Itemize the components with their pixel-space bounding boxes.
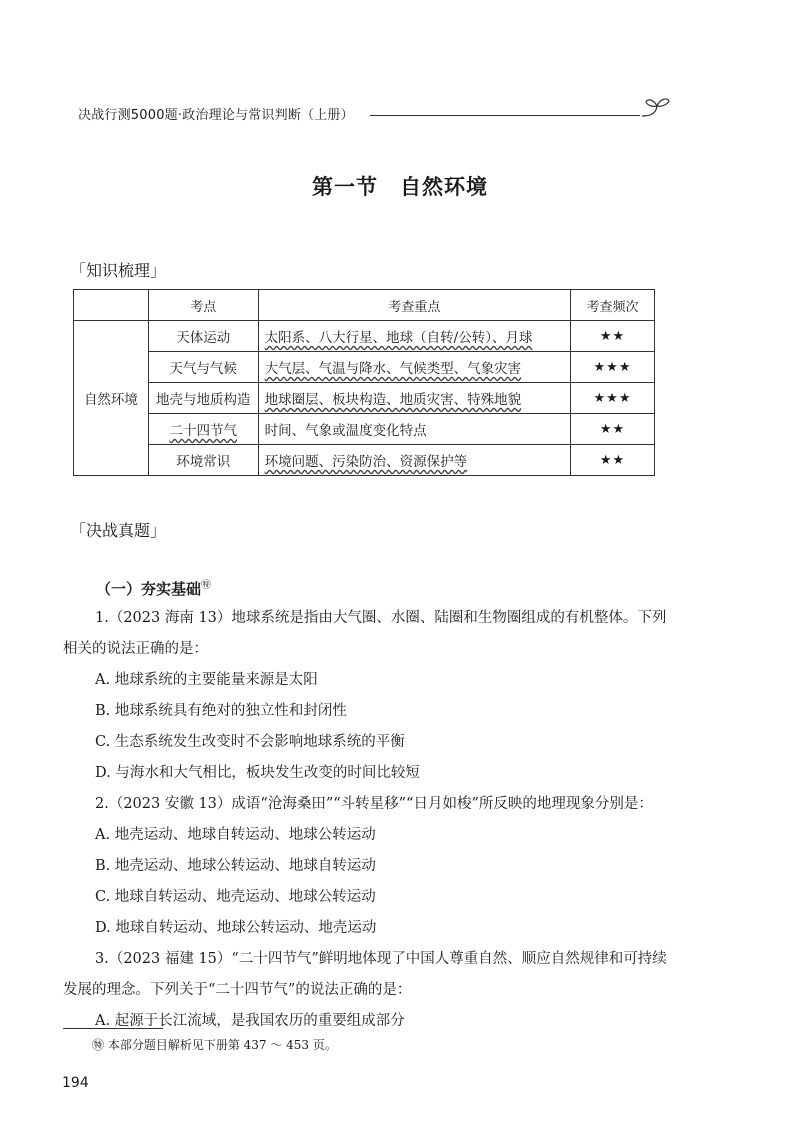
topic-cell	[148, 414, 258, 445]
table-header-cell: 考点	[148, 290, 258, 321]
section-title: 第一节 自然环境	[312, 175, 488, 199]
knowledge-heading-text: 知识梳理	[86, 261, 151, 280]
answer-option: D. 地球自转运动、地球公转运动、地壳运动	[95, 920, 377, 936]
focus-cell	[258, 352, 570, 383]
answer-option: D. 与海水和大气相比，板块发生改变的时间比较短	[95, 765, 420, 781]
answer-option: A. 地球系统的主要能量来源是太阳	[95, 672, 318, 688]
answer-option: A. 起源于长江流域，是我国农历的重要组成部分	[95, 1013, 405, 1029]
category-cell: 自然环境	[74, 321, 149, 476]
knowledge-heading: 「知识梳理」	[70, 261, 167, 280]
focus-text: 太阳系、八大行星、地球（自转/公转）、月球	[264, 330, 533, 346]
exam-heading: 「决战真题」	[70, 521, 167, 540]
footnote-rule	[63, 1028, 163, 1029]
question-stem: 2.（2023 安徽 13）成语“沧海桑田”“斗转星移”“日月如梭”所反映的地理现象分别是：	[95, 796, 653, 812]
answer-option: C. 地球自转运动、地壳运动、地球公转运动	[95, 889, 376, 905]
subsection-title-text: （一）夯实基础	[96, 580, 202, 598]
table-row	[74, 352, 655, 383]
topic-cell: 环境常识	[148, 445, 258, 476]
focus-cell	[258, 445, 570, 476]
focus-cell	[258, 383, 570, 414]
answer-option: B. 地壳运动、地球公转运动、地球自转运动	[95, 858, 376, 874]
header-rule	[370, 115, 640, 116]
answer-option: B. 地球系统具有绝对的独立性和封闭性	[95, 703, 347, 719]
frequency-stars: ★★★	[571, 383, 655, 414]
footnote-marker: ㊕	[201, 580, 212, 591]
topic-cell: 天气与气候	[148, 352, 258, 383]
focus-text: 地球圈层、板块构造、地质灾害、特殊地貌	[264, 392, 522, 408]
table-header-row	[74, 290, 655, 321]
question-stem: 3.（2023 福建 15）“二十四节气”鲜明地体现了中国人尊重自然、顺应自然规律和可持续发展的理念。下列关于“二十四节气”的说法正确的是：	[63, 951, 667, 998]
question-list	[63, 603, 673, 1037]
topic-text: 二十四节气	[169, 423, 238, 439]
focus-cell	[258, 321, 570, 352]
table-header-cell: 考查重点	[258, 290, 570, 321]
running-header: 决战行测5000题·政治理论与常识判断（上册）	[78, 108, 354, 123]
exam-heading-text: 决战真题	[86, 521, 151, 540]
table-row	[74, 414, 655, 445]
question-stem: 1.（2023 海南 13）地球系统是指由大气圈、水圈、陆圈和生物圈组成的有机整体。下列相关的说法正确的是：	[63, 610, 667, 657]
table-row	[74, 445, 655, 476]
topic-cell: 地壳与地质构造	[148, 383, 258, 414]
table-row	[74, 383, 655, 414]
focus-text: 大气层、气温与降水、气候类型、气象灾害	[264, 361, 522, 377]
frequency-stars: ★★	[571, 321, 655, 352]
answer-option: A. 地壳运动、地球自转运动、地球公转运动	[95, 827, 376, 843]
table-header-cell: 考查频次	[571, 290, 655, 321]
frequency-stars: ★★	[571, 414, 655, 445]
knowledge-table	[73, 289, 655, 476]
focus-cell: 时间、气象或温度变化特点	[258, 414, 570, 445]
page-number: 194	[62, 1075, 89, 1091]
sprout-icon	[640, 94, 674, 120]
frequency-stars: ★★	[571, 445, 655, 476]
footnote: ㊕ 本部分题目解析见下册第 437 ～ 453 页。	[92, 1038, 337, 1052]
topic-cell: 天体运动	[148, 321, 258, 352]
answer-option: C. 生态系统发生改变时不会影响地球系统的平衡	[95, 734, 405, 750]
frequency-stars: ★★★	[571, 352, 655, 383]
table-row	[74, 321, 655, 352]
focus-text: 环境问题、污染防治、资源保护等	[264, 454, 468, 470]
subsection-title	[96, 576, 211, 599]
table-header-cell	[74, 290, 149, 321]
